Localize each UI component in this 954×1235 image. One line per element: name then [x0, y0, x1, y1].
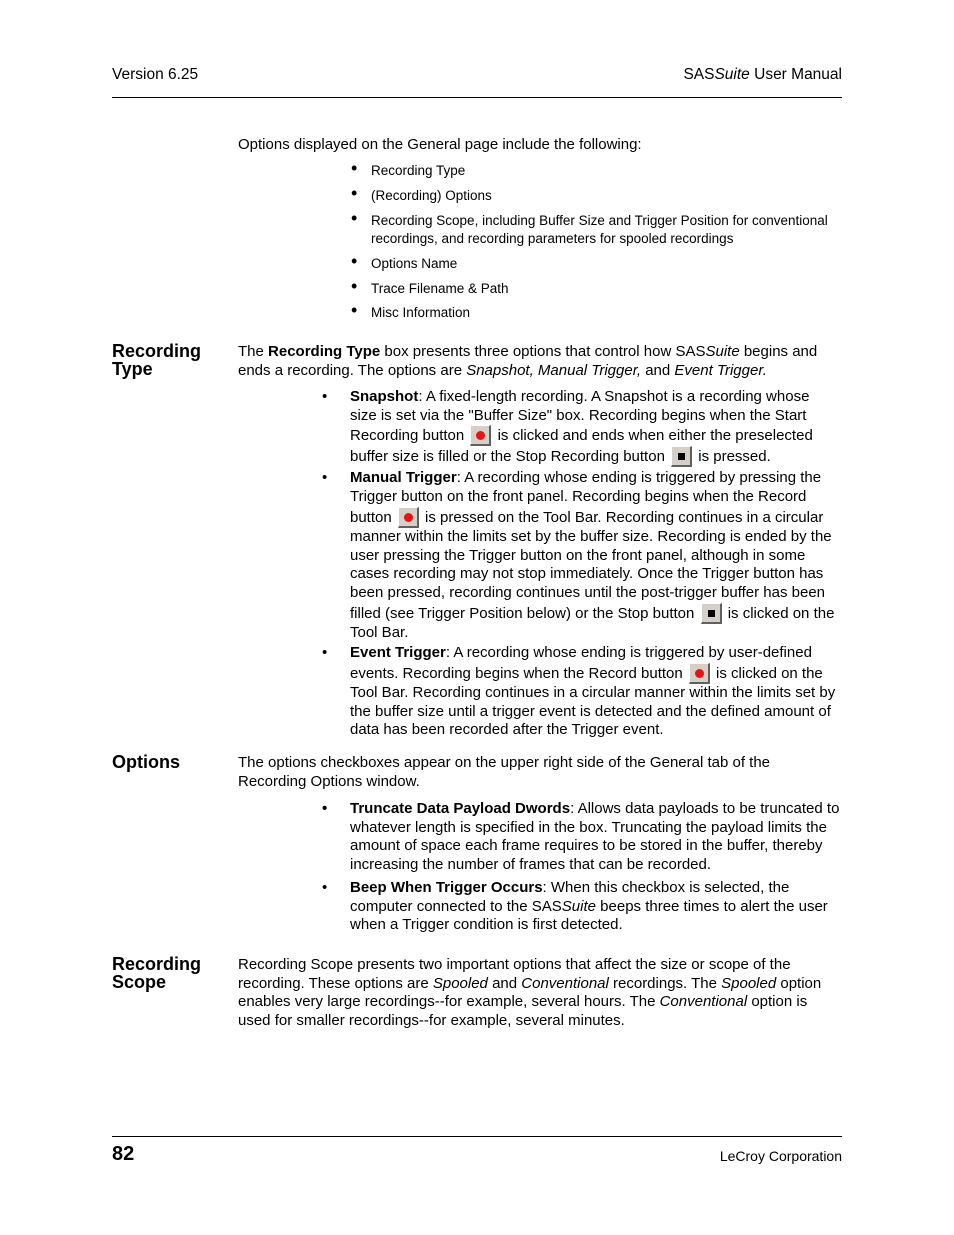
page-number: 82: [112, 1143, 135, 1165]
list-item: • Options Name: [351, 251, 458, 271]
intro-list: [350, 158, 842, 322]
list-item-event-trigger: • Event Trigger: A recording whose ending is triggered by user-defined events. Recording begins when the Record button is clicked on the Tool Bar. Recording continues in a circular manner within the limits set by the buffer size until a trigger event is detected and the defined amount of data has been recorded after the Trigger event.: [322, 644, 836, 739]
record-button-icon: [470, 425, 491, 446]
list-item-manual-trigger: • Manual Trigger: A recording whose ending is triggered by pressing the Trigger button on the front panel. Recording begins when the Record button is pressed on the Tool Bar. Recording continues in a circular manner within the limits set by the buffer size. Recording is ended by the user pressing the Trigger button on the front panel, although in some cases recording may not stop immediately. Once the Trigger button has been pressed, recording continues until the post-trigger buffer has been filled (see Trigger Position below) or the Stop button is clicked on the Tool Bar.: [322, 469, 835, 641]
list-item-beep: • Beep When Trigger Occurs: When this checkbox is selected, the computer connected to the SASSuite beeps three times to alert the user when a Trigger condition is first detected.: [322, 878, 828, 934]
footer-rule: [112, 1136, 842, 1137]
list-item-snapshot: • Snapshot: A fixed-length recording. A Snapshot is a recording whose size is set via the "Buffer Size" box. Recording begins when the Start Recording button is clicked and ends when either the preselected buffer size is filled or the Stop Recording button is pressed.: [322, 388, 813, 466]
stop-button-icon: [671, 446, 692, 467]
record-button-icon: [689, 663, 710, 684]
footer-company: LeCroy Corporation: [719, 1148, 842, 1164]
list-item: • Recording Scope, including Buffer Size and Trigger Position for conventional recordings, and recording parameters for spooled recordings: [351, 208, 828, 246]
recording-scope-paragraph: Recording Scope presents two important options that affect the size or scope of the recording. These options are Spooled and Conventional recordings. The Spooled option enables very large recordings--for example, several hours. The Conventional option is used for smaller recordings--for example, several minutes.: [238, 956, 822, 1030]
options-paragraph: The options checkboxes appear on the upper right side of the General tab of the Recording Options window.: [238, 754, 771, 790]
stop-button-icon: [701, 603, 722, 624]
intro-text: Options displayed on the General page include the following:: [238, 136, 642, 153]
manual-title-suffix: User Manual: [749, 66, 842, 83]
header-rule: [112, 97, 842, 98]
recording-scope-heading: Recording Scope: [112, 954, 202, 992]
list-item: • (Recording) Options: [351, 183, 492, 203]
options-heading: Options: [112, 752, 180, 772]
list-item-truncate: • Truncate Data Payload Dwords: Allows data payloads to be truncated to whatever length is specified in the box. Truncating the payload limits the amount of space each frame requires to be stored in the buffer, thereby increasing the number of frames that can be recorded.: [322, 800, 840, 874]
options-list: [318, 800, 840, 935]
list-item: • Recording Type: [351, 158, 466, 178]
header-version: Version 6.25: [112, 66, 199, 83]
recording-type-paragraph: The Recording Type box presents three options that control how SASSuite begins and ends a recording. The options are Snapshot, Manual Trigger, and Event Trigger.: [238, 343, 818, 379]
record-button-icon: [398, 507, 419, 528]
list-item: • Trace Filename & Path: [351, 276, 509, 296]
list-item: • Misc Information: [351, 300, 471, 320]
header-manual-title: [683, 66, 842, 84]
recording-type-heading: Recording Type: [112, 341, 202, 379]
manual-title-italic: Suite: [714, 66, 750, 83]
manual-title-prefix: SAS: [683, 66, 715, 83]
recording-type-list: [318, 388, 840, 740]
